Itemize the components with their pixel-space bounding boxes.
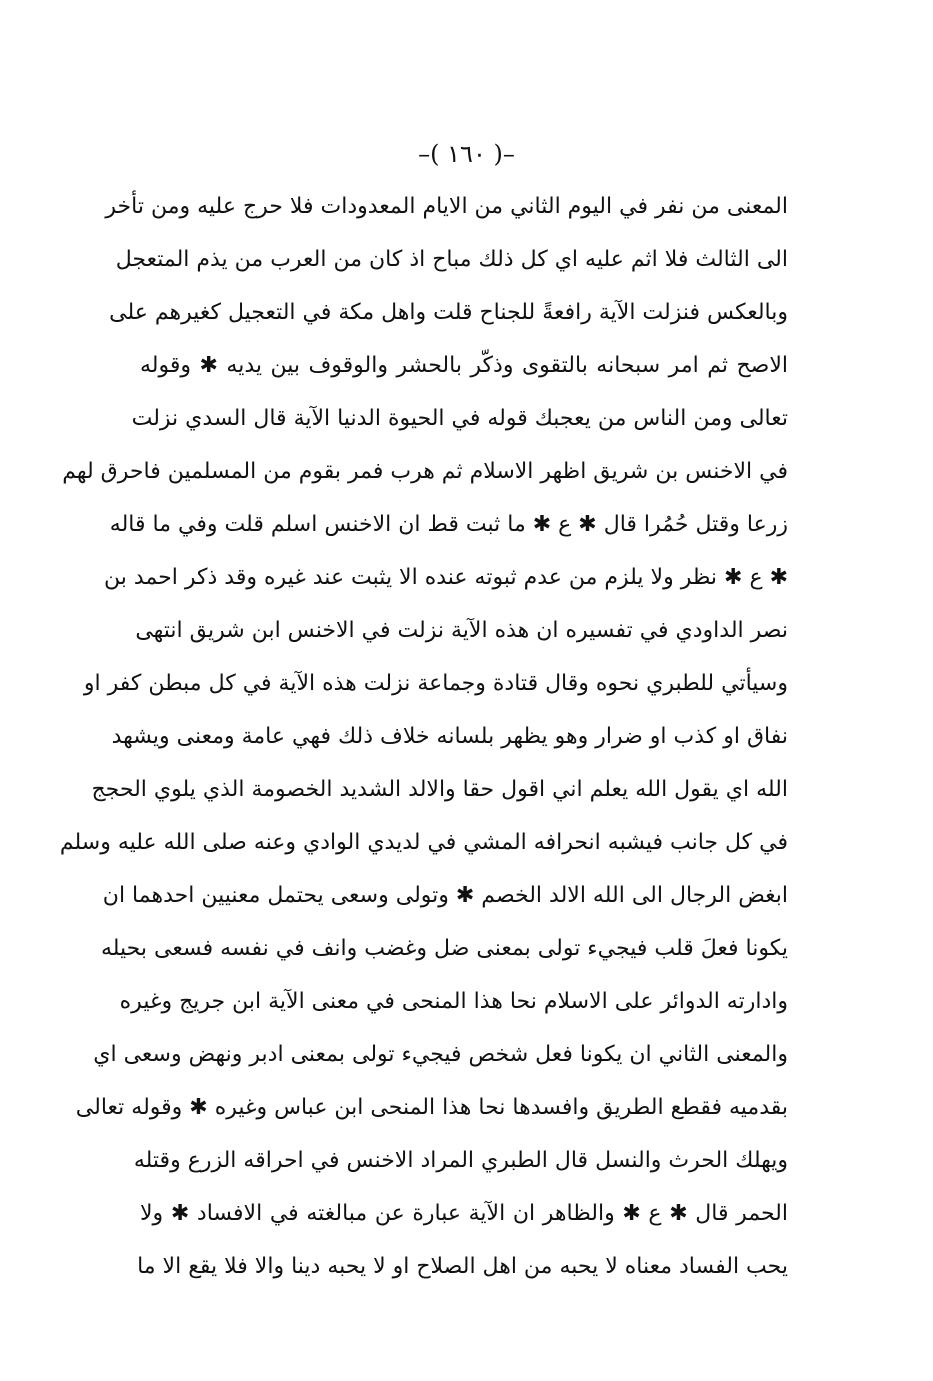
text-line-7: زرعا وقتل حُمُرا قال ✱ ع ✱ ما ثبت قط ان الاخنس اسلم قلت وفي ما قاله	[109, 512, 788, 537]
text-line-3: وبالعكس فنزلت الآية رافعةً للجناح قلت واهل مكة في التعجيل كغيرهم على	[109, 300, 788, 325]
text-line-12: الله اي يقول الله يعلم اني اقول حقا والالد الشديد الخصومة الذي يلوي الحجج	[91, 777, 788, 802]
text-line-21: يحب الفساد معناه لا يحبه من اهل الصلاح او لا يحبه دينا والا فلا يقع الا ما	[137, 1254, 788, 1279]
page-number: –( ١٦٠ )–	[418, 140, 515, 168]
text-line-20: الحمر قال ✱ ع ✱ والظاهر ان الآية عبارة عن مبالغته في الافساد ✱ ولا	[140, 1201, 788, 1226]
text-line-19: ويهلك الحرث والنسل قال الطبري المراد الاخنس في احراقه الزرع وقتله	[133, 1148, 788, 1173]
text-line-17: والمعنى الثاني ان يكونا فعل شخص فيجيء تولى بمعنى ادبر ونهض وسعى اي	[93, 1042, 788, 1067]
text-line-1: المعنى من نفر في اليوم الثاني من الايام المعدودات فلا حرج عليه ومن تأخر	[105, 194, 788, 219]
text-line-2: الى الثالث فلا اثم عليه اي كل ذلك مباح اذ كان من العرب من يذم المتعجل	[115, 247, 788, 272]
body-text	[59, 180, 788, 1293]
text-line-15: يكونا فعلَ قلب فيجيء تولى بمعنى ضل وغضب وانف في نفسه فسعى بحيله	[100, 936, 788, 961]
text-line-6: في الاخنس بن شريق اظهر الاسلام ثم هرب فمر بقوم من المسلمين فاحرق لهم	[62, 459, 788, 484]
text-line-16: وادارته الدوائر على الاسلام نحا هذا المنحى في معنى الآية ابن جريج وغيره	[119, 989, 788, 1014]
text-line-10: وسيأتي للطبري نحوه وقال قتادة وجماعة نزلت هذه الآية في كل مبطن كفر او	[83, 671, 788, 696]
text-line-4: الاصح ثم امر سبحانه بالتقوى وذكّر بالحشر والوقوف بين يديه ✱ وقوله	[140, 353, 788, 378]
text-line-18: بقدميه فقطع الطريق وافسدها نحا هذا المنحى ابن عباس وغيره ✱ وقوله تعالى	[75, 1095, 788, 1120]
text-line-5: تعالى ومن الناس من يعجبك قوله في الحيوة الدنيا الآية قال السدي نزلت	[131, 406, 788, 431]
text-line-11: نفاق او كذب او ضرار وهو يظهر بلسانه خلاف ذلك فهي عامة ومعنى ويشهد	[111, 724, 788, 749]
text-line-14: ابغض الرجال الى الله الالد الخصم ✱ وتولى وسعى يحتمل معنيين احدهما ان	[102, 883, 788, 908]
text-line-13: في كل جانب فيشبه انحرافه المشي في لديدي الوادي وعنه صلى الله عليه وسلم	[59, 830, 788, 855]
text-line-8: ✱ ع ✱ نظر ولا يلزم من عدم ثبوته عنده الا يثبت عند غيره وقد ذكر احمد بن	[104, 565, 788, 590]
text-line-9: نصر الداودي في تفسيره ان هذه الآية نزلت في الاخنس ابن شريق انتهى	[135, 618, 788, 643]
